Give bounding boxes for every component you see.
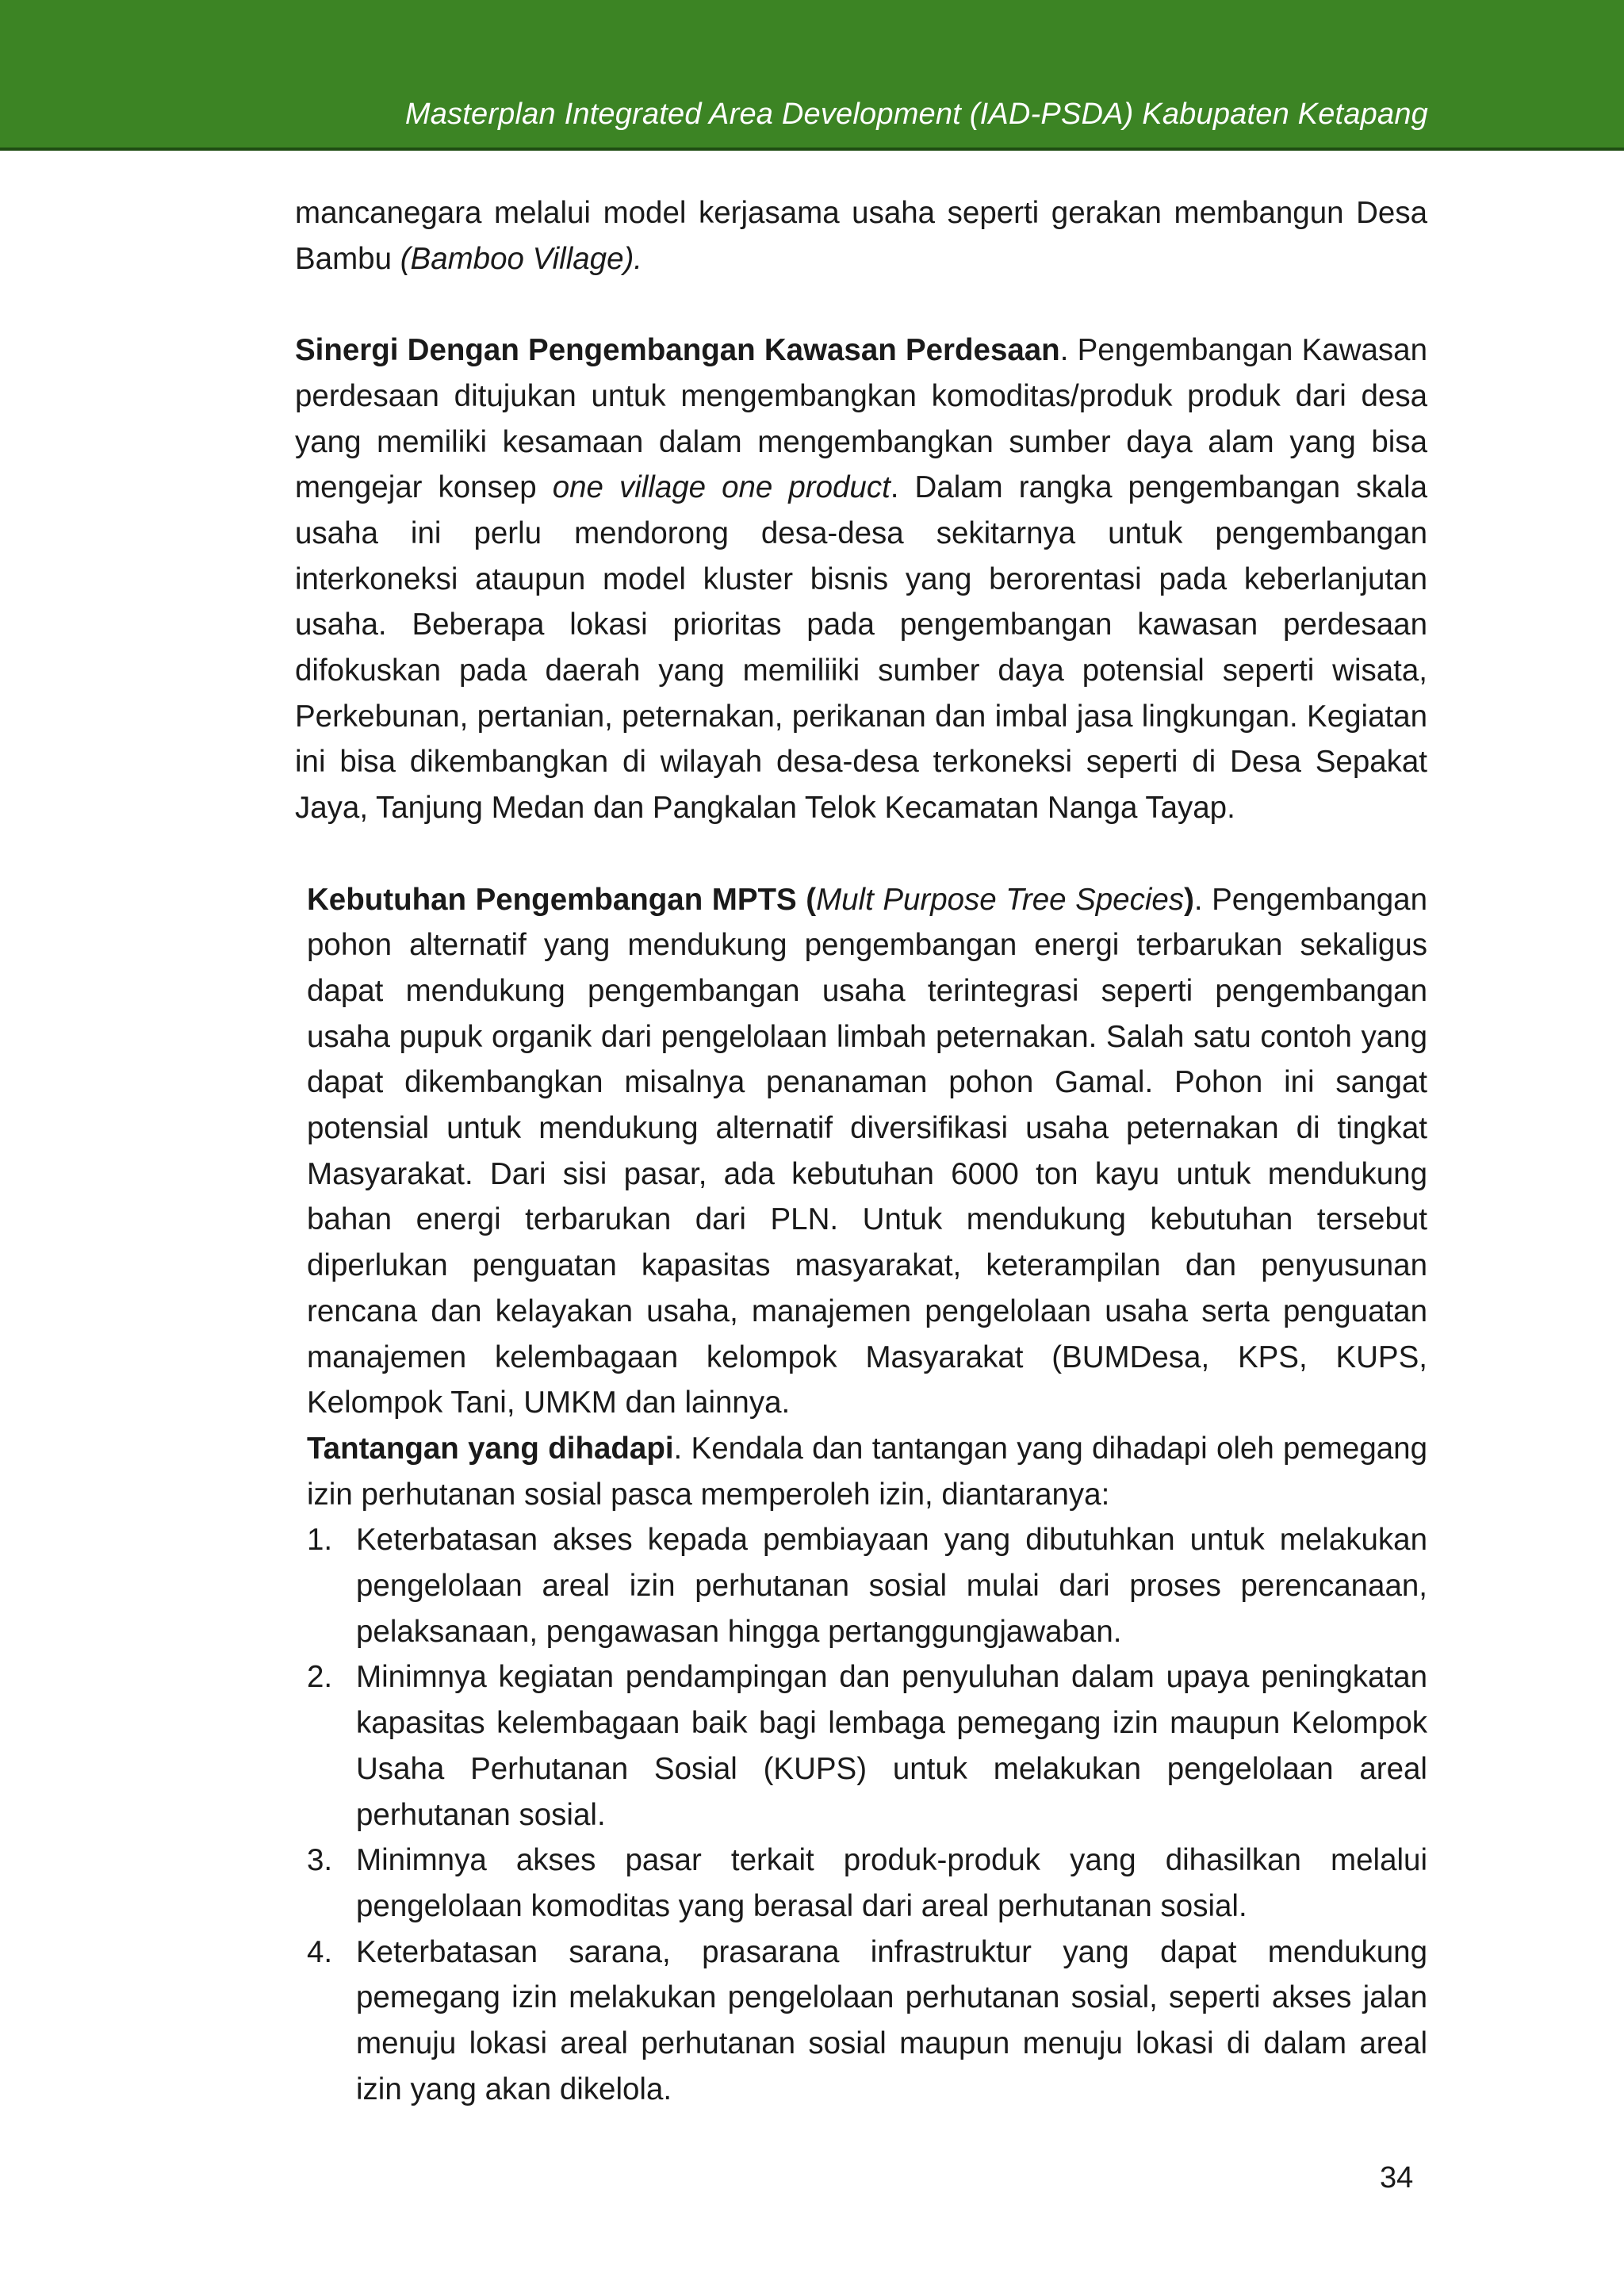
mpts-heading-2: ): [1184, 882, 1194, 917]
header-title: Masterplan Integrated Area Development (IAD-PSDA) Kabupaten Ketapang: [404, 98, 1428, 131]
list-item: [307, 1838, 1427, 1929]
challenges-list: [295, 1517, 1427, 2112]
page-content: [295, 190, 1427, 2113]
spacer: [295, 831, 1427, 877]
list-item-number: 4.: [307, 1934, 333, 1969]
sinergi-paragraph: [295, 328, 1427, 831]
tantangan-heading: Tantangan yang dihadapi: [307, 1431, 674, 1466]
list-item: [307, 1654, 1427, 1838]
mpts-heading-italic: Mult Purpose Tree Species: [816, 882, 1185, 917]
list-item: [307, 1517, 1427, 1654]
list-item-text: Keterbatasan akses kepada pembiayaan yang dibutuhkan untuk melakukan pengelolaan areal izin perhutanan sosial mulai dari proses perencanaan, pelaksanaan, pengawasan hingga pertanggungjawaban.: [356, 1523, 1427, 1649]
sinergi-text-2: . Dalam rangka pengembangan skala usaha ini perlu mendorong desa-desa sekitarnya untuk pengembangan interkoneksi ataupun model kluster bisnis yang berorentasi pada keberlanjutan usaha. Beberapa lokasi prioritas pada pengembangan kawasan perdesaan difokuskan pada daerah yang memiliiki sumber daya potensial seperti wisata, Perkebunan, pertanian, peternakan, perikanan dan imbal jasa lingkungan. Kegiatan ini bisa dikembangkan di wilayah desa-desa terkoneksi seperti di Desa Sepakat Jaya, Tanjung Medan dan Pangkalan Telok Kecamatan Nanga Tayap.: [295, 470, 1427, 826]
intro-text: mancanegara melalui model kerjasama usaha seperti gerakan membangun Desa Bambu: [295, 196, 1427, 276]
sinergi-heading: Sinergi Dengan Pengembangan Kawasan Perdesaan: [295, 333, 1060, 368]
mpts-text: . Pengembangan pohon alternatif yang mendukung pengembangan energi terbarukan sekaligus dapat mendukung pengembangan usaha terintegrasi seperti pengembangan usaha pupuk organik dari pengelolaan limbah peternakan. Salah satu contoh yang dapat dikembangkan misalnya penanaman pohon Gamal. Pohon ini sangat potensial untuk mendukung alternatif diversifikasi usaha peternakan di tingkat Masyarakat. Dari sisi pasar, ada kebutuhan 6000 ton kayu untuk mendukung bahan energi terbarukan dari PLN. Untuk mendukung kebutuhan tersebut diperlukan penguatan kapasitas masyarakat, keterampilan dan penyusunan rencana dan kelayakan usaha, manajemen pengelolaan usaha serta penguatan manajemen kelembagaan kelompok Masyarakat (BUMDesa, KPS, KUPS, Kelompok Tani, UMKM dan lainnya.: [307, 882, 1427, 1420]
list-item-number: 2.: [307, 1660, 333, 1695]
spacer: [295, 282, 1427, 328]
list-item-number: 3.: [307, 1843, 333, 1878]
intro-italic: (Bamboo Village).: [400, 241, 642, 276]
sinergi-text-1: . Pengembangan Kawasan perdesaan ditujukan untuk mengembangkan komoditas/produk produk dari desa yang memiliki kesamaan dalam mengembangkan sumber daya alam yang bisa mengejar konsep: [295, 333, 1427, 505]
header-band: [0, 0, 1624, 151]
mpts-paragraph: [295, 877, 1427, 1426]
tantangan-paragraph: [295, 1426, 1427, 1517]
sinergi-italic: one village one product: [552, 470, 891, 505]
list-item-text: Keterbatasan sarana, prasarana infrastruktur yang dapat mendukung pemegang izin melakukan pengelolaan perhutanan sosial, seperti akses jalan menuju lokasi areal perhutanan sosial maupun menuju lokasi di dalam areal izin yang akan dikelola.: [356, 1934, 1427, 2106]
list-item-text: Minimnya akses pasar terkait produk-produk yang dihasilkan melalui pengelolaan komoditas yang berasal dari areal perhutanan sosial.: [356, 1843, 1427, 1923]
list-item-number: 1.: [307, 1523, 333, 1558]
list-item: [307, 1930, 1427, 2113]
tantangan-text: . Kendala dan tantangan yang dihadapi oleh pemegang izin perhutanan sosial pasca memperoleh izin, diantaranya:: [307, 1431, 1427, 1512]
list-item-text: Minimnya kegiatan pendampingan dan penyuluhan dalam upaya peningkatan kapasitas kelembagaan baik bagi lembaga pemegang izin maupun Kelompok Usaha Perhutanan Sosial (KUPS) untuk melakukan pengelolaan areal perhutanan sosial.: [356, 1660, 1427, 1832]
intro-paragraph: [295, 190, 1427, 282]
mpts-heading-1: Kebutuhan Pengembangan MPTS (: [307, 882, 817, 917]
page-number: 34: [1380, 2161, 1414, 2194]
